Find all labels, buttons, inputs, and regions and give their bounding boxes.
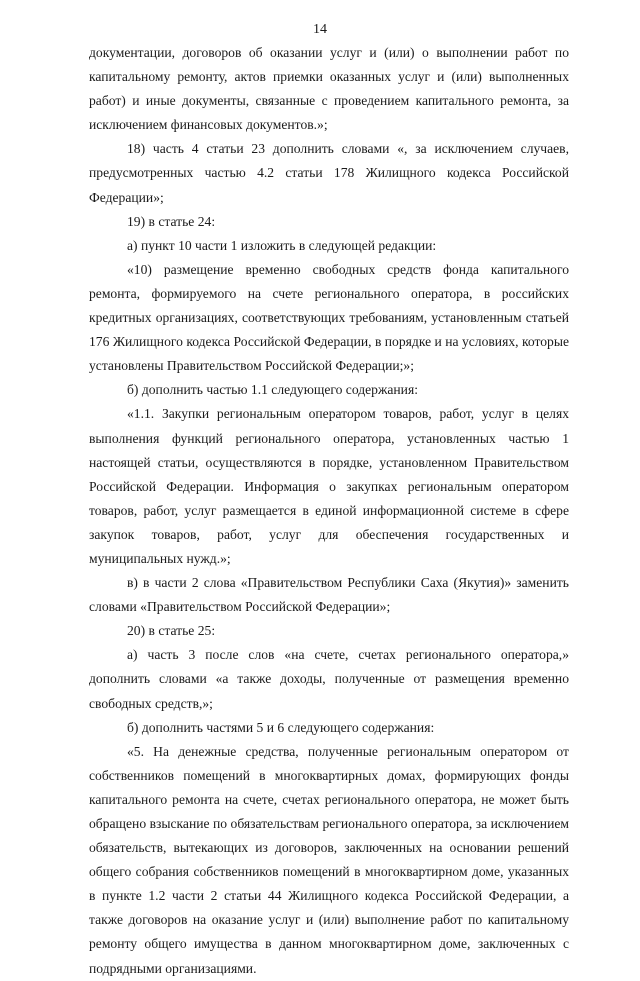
paragraph-item-18: 18) часть 4 статьи 23 дополнить словами «, за исключением случаев, предусмотренных частью 4.2 статьи 178 Жилищного кодекса Российской Федерации»; bbox=[89, 141, 569, 205]
document-body bbox=[89, 41, 569, 981]
paragraph-19b: б) дополнить частью 1.1 следующего содержания: bbox=[127, 382, 418, 398]
paragraph-19a-quote: «10) размещение временно свободных средств фонда капитального ремонта, формируемого на счете регионального оператора, в российских кредитных организациях, соответствующих требованиям, установленным статьей 176 Жилищного кодекса Российской Федерации, в порядке и на условиях, которые установлены Правительством Российской Федерации;»; bbox=[89, 261, 569, 374]
paragraph-19b-quote: «1.1. Закупки региональным оператором товаров, работ, услуг в целях выполнения функций регионального оператора, установленных частью 1 настоящей статьи, осуществляются в порядке, установленном Правительством Российской Федерации. Информация о закупках региональным оператором товаров, работ, услуг размещается в единой информационной системе в сфере закупок товаров, работ, услуг для обеспечения государственных и муниципальных нужд.»; bbox=[89, 406, 569, 566]
paragraph-19c: в) в части 2 слова «Правительством Республики Саха (Якутия)» заменить словами «Правительством Российской Федерации»; bbox=[89, 575, 569, 615]
paragraph-item-20: 20) в статье 25: bbox=[127, 623, 216, 639]
paragraph-20a: а) часть 3 после слов «на счете, счетах регионального оператора,» дополнить словами «а также доходы, полученные от размещения временно свободных средств,»; bbox=[89, 647, 569, 711]
paragraph-continuation: документации, договоров об оказании услуг и (или) о выполнении работ по капитальному ремонту, актов приемки оказанных услуг и (или) выполненных работ) и иные документы, связанные с проведением капитального ремонта, за исключением финансовых документов.»; bbox=[89, 45, 569, 133]
paragraph-item-19: 19) в статье 24: bbox=[127, 213, 216, 229]
paragraph-19a: а) пункт 10 части 1 изложить в следующей редакции: bbox=[127, 237, 437, 253]
paragraph-20b: б) дополнить частями 5 и 6 следующего содержания: bbox=[127, 719, 435, 735]
page-number: 14 bbox=[313, 22, 327, 37]
paragraph-20b-quote: «5. На денежные средства, полученные региональным оператором от собственников помещений в многоквартирных домах, формирующих фонды капитального ремонта на счете, счетах регионального оператора, не может быть обращено взыскание по обязательствам регионального оператора, за исключением обязательств, вытекающих из договоров, заключенных на основании решений общего собрания собственников помещений в многоквартирном доме, указанных в пункте 1.2 части 2 статьи 44 Жилищного кодекса Российской Федерации, а также договоров на оказание услуг и (или) выполнение работ по капитальному ремонту общего имущества в данном многоквартирном доме, заключенных с подрядными организациями. bbox=[89, 743, 569, 976]
